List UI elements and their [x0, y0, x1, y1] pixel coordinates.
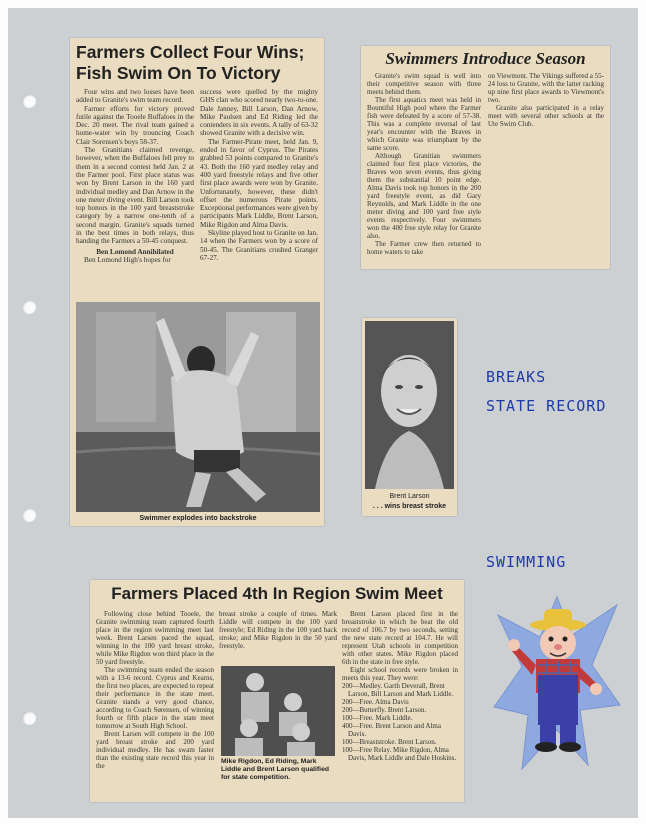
paragraph: Eight school records were broken in meets this year. They were: [342, 666, 458, 682]
portrait-caption-text: . . . wins breast stroke [372, 503, 447, 510]
article-column-left [96, 610, 214, 770]
subheading: Ben Lomond Annihilated [96, 247, 174, 256]
binder-hole [22, 94, 36, 108]
paragraph: breast stroke a couple of times. Mark Liddle will compete in the 100 yard freestyle; Ed Riding in the 100 yard back stroke; and Mike Rigdon in the 50 yard freestyle. [219, 610, 337, 650]
scrapbook-page [8, 8, 638, 818]
record-item: 200—Free. Alma Davis [342, 698, 409, 706]
brent-larson-portrait [365, 321, 454, 489]
paragraph: Four wins and two losses have been added to Granite's swim team record. [76, 88, 194, 105]
article-farmers-collect-four-wins [70, 38, 324, 526]
record-item: 400—Free. Brent Larson and Alma Davis. [342, 722, 441, 738]
article-column-right [342, 610, 458, 762]
records-list [342, 682, 458, 762]
record-item: 100—Free Relay. Mike Rigdon, Alma Davis, Mark Liddle and Dale Hoskins. [342, 746, 457, 762]
paragraph: Granite's swim squad is well into their competitive season with three meets behind them. [367, 72, 481, 96]
farmer-mascot-sticker [492, 595, 622, 771]
paragraph: success were quelled by the mighty GHS clan who scored nearly two-to-one. Dale Janney, Bill Larson, Dan Arnow, Mike Paulsen and Ed Riding led the contenders in six events. A tally of 63-32 showed Granite with a decisive win. [200, 88, 318, 138]
photo-caption: Swimmer explodes into backstroke [139, 515, 257, 522]
paragraph: Brent Larson placed first in the breaststroke in which he beat the old record of 106.7 by two seconds, setting the new state record at 104.7. He will represent Utah schools in competition with other states. Mike Rigdon placed 6th in the state in free style. [342, 610, 458, 666]
article-column-middle [219, 610, 337, 650]
article-farmers-placed-4th [90, 580, 464, 802]
binder-hole [22, 508, 36, 522]
paragraph: The first aquatics meet was held in Bountiful High pool where the Farmer fish were defeated by a score of 57-38. This was a complete reversal of last year's encounter with the Braves in which Granite was triumphant by the same score. [367, 96, 481, 152]
handwritten-breaks: BREAKS [486, 368, 547, 386]
paragraph: Ben Lomond High's hopes for [84, 255, 171, 264]
paragraph: The swimming team ended the season with a 13-6 record. Cyprus and Kearns, the first two places, are expected to repeat their performance in the state meet. Granite stands a very good chance, according to Coach Sørensen, of winning fourth or fifth place in the state meet tomorrow at South High School. [96, 666, 214, 730]
article-column-right [200, 88, 318, 262]
paragraph: Farmer efforts for victory proved futile against the Tooele Buffaloes in the Dec. 20 meet. The rival team gained a home-water win by trouncing Coach Clair Sorensen's boys 58-37. [76, 104, 194, 146]
portrait-caption-name: Brent Larson [389, 493, 430, 500]
record-item: 200—Butterfly. Brent Larson. [342, 706, 427, 714]
binder-hole [22, 300, 36, 314]
record-item: 100—Breaststroke. Brent Larson. [342, 738, 437, 746]
paragraph: Skyline played host to Granite on Jan. 14 when the Farmers won by a score of 50-45. The Granitians crushed Granger 67-27. [200, 229, 318, 262]
headline: Farmers Placed 4th In Region Swim Meet [111, 584, 443, 603]
paragraph: The Farmer-Pirate meet, held Jan. 9, ended in favor of Cyprus. The Pirates grabbed 53 points compared to Granite's 43. Both the 160 yard medley relay and 400 yard freestyle relays and five other first place awards were won by Granite. Unfortunately, however, these didn't offset the numerous Pirate points. Exceptional performances were given by participants Mark Liddle, Brent Larson, Mike Rigdon and Alma Davis. [200, 137, 318, 229]
paragraph: Granite also participated in a relay meet with several other schools at the Ute Swim Club. [488, 104, 604, 128]
headline: Farmers Collect Four Wins; Fish Swim On To Victory [76, 42, 305, 83]
binder-hole [22, 711, 36, 725]
qualifiers-photo [221, 666, 335, 756]
record-item: 200—Medley. Garth Deverall, Brent Larson, Bill Larson and Mark Liddle. [342, 682, 454, 698]
backstroke-photo [76, 302, 320, 512]
paragraph: Although Granitian swimmers claimed four first place victories, the Braves won seven events, thus giving them the substantial 10 point edge. Alma Davis took top honors in the 200 yard freestyle event, as did Gary Reynolds, and Mark Liddle in the one meter diving and 100 yard free style events respectively. Four swimmers won the 400 free style relay for Granite also. [367, 152, 481, 240]
paragraph: Brent Larsen will compete in the 100 yard breast stroke and 200 yard individual medley. He has swam faster than the existing state record this year in the [96, 730, 214, 770]
article-column-left [367, 72, 481, 256]
portrait-clipping [362, 318, 457, 516]
handwritten-swimming: SWIMMING [486, 553, 567, 571]
paragraph: Following close behind Tooele, the Granite swimming team captured fourth place in the region swimming meet last week. Brent Larsen paced the squad, winning in the 100 yard breast stroke, while Mike Rigdon won third place in the 50 yard freestyle. [96, 610, 214, 666]
qualifiers-caption: Mike Rigdon, Ed Riding, Mark Liddle and Brent Larson qualified for state competition. [221, 758, 330, 781]
paragraph: on Viewmont. The Vikings suffered a 55-24 loss to Granite, with the latter racking up nine first place awards to Viewmont's two. [488, 72, 604, 104]
headline: Swimmers Introduce Season [385, 49, 586, 68]
article-swimmers-introduce-season [361, 46, 610, 269]
handwritten-state-record: STATE RECORD [486, 397, 607, 415]
article-column-right [488, 72, 604, 128]
paragraph: The Granitians claimed revenge, however, when the Buffaloes fell prey to them in a second contest held Jan. 2 at the Farmer pool. First place status was won by Brent Larson in the 160 yard individual medley and Dan Arnow in the one meter diving event. Bill Larson took top honors in the 100 yard breaststroke category by a narrow one-tenth of a second margin. Granite's squads turned in the best times in both relays, thus handing the Farmers a 50-45 conquest. [76, 146, 194, 246]
paragraph: The Farmer crew then returned to home waters to take [367, 240, 481, 256]
record-item: 100—Free. Mark Liddle. [342, 714, 413, 722]
article-column-left [76, 88, 194, 264]
